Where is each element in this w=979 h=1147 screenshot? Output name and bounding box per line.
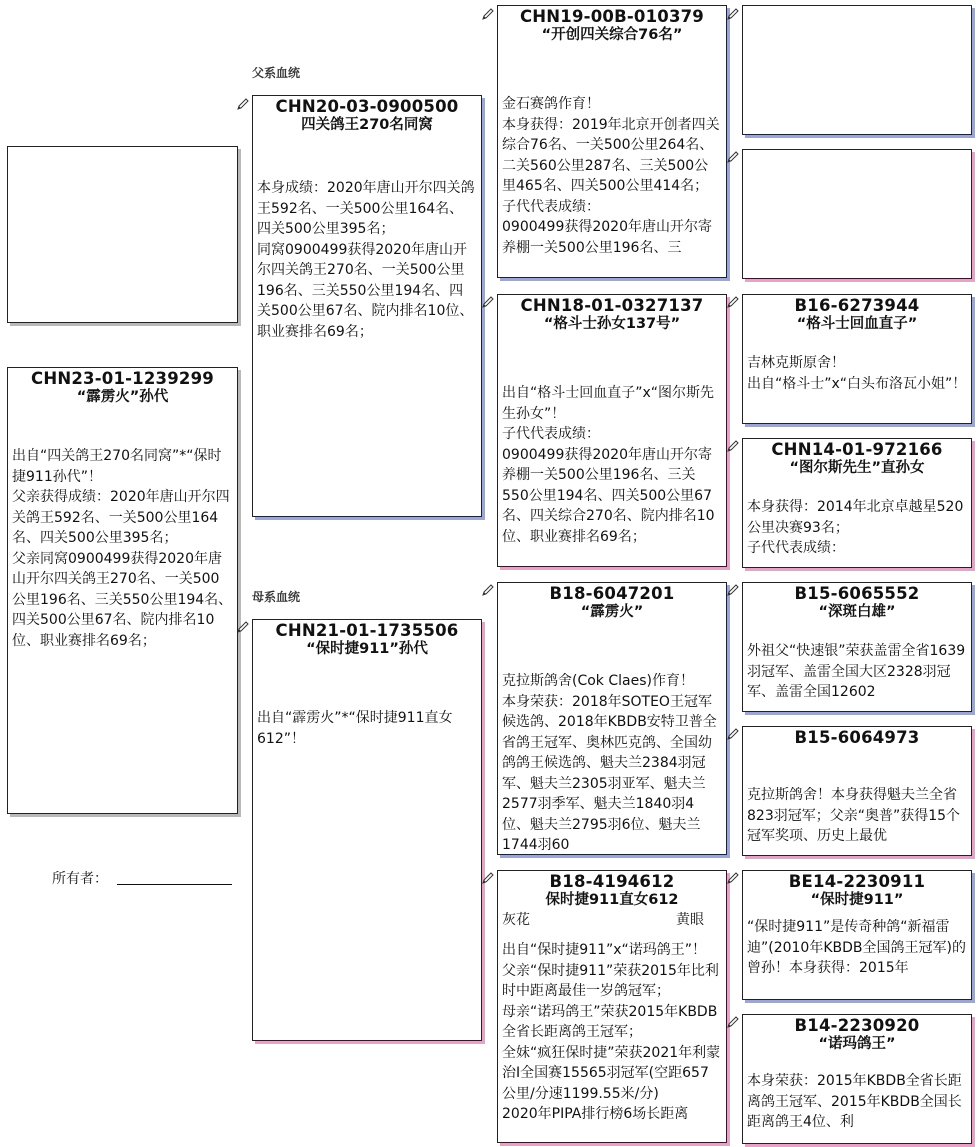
ring-number: CHN14-01-972166 <box>771 440 943 459</box>
ring-number: B18-6047201 <box>549 584 675 603</box>
pigeon-description: 金石赛鸽作育！ 本身获得：2019年北京开创者四关综合76名、一关500公里264名、二关560公里287名、三关500公里465名、四关500公里414名； 子代代表成绩： 0900499获得2020年唐山开尔寄养棚一关500公里196名、三 <box>502 96 720 256</box>
ring-number <box>743 6 971 7</box>
dsd-card[interactable] <box>742 726 972 856</box>
ring-number: B15-6065552 <box>794 584 920 603</box>
edit-pencil-icon[interactable] <box>726 7 740 21</box>
edit-pencil-icon[interactable] <box>726 439 740 453</box>
feather-color: 灰花 <box>502 912 530 928</box>
sire-sire-card[interactable] <box>497 5 727 278</box>
ring-number: CHN21-01-1735506 <box>275 621 459 640</box>
ring-number: B18-4194612 <box>549 872 675 891</box>
pigeon-description: 克拉斯鸽舍(Cok Claes)作育！ 本身荣获：2018年SOTEO王冠军候选鸽、2018年KBDB安特卫普全省鸽王冠军、奥林匹克鸽、全国幼鸽鸽王候选鸽、魁夫兰2384羽冠军、魁夫兰2305羽亚军、魁夫兰2577羽季军、魁夫兰1840羽4位、魁夫兰2795羽6位、魁夫兰1744羽60 <box>502 673 717 853</box>
pigeon-description: 外祖父“快速银”荣获盖雷全省1639羽冠军、盖雷全国大区2328羽冠军、盖雷全国12602 <box>747 643 966 700</box>
ring-number: BE14-2230911 <box>788 872 926 891</box>
ring-number <box>743 150 971 151</box>
pigeon-name: 四关鸽王270名同窝 <box>301 117 433 133</box>
maternal-label: 母系血统 <box>252 590 301 604</box>
ring-number: B15-6064973 <box>794 728 920 747</box>
edit-pencil-icon[interactable] <box>726 150 740 164</box>
ssd-card[interactable] <box>742 149 972 279</box>
pigeon-name: “图尔斯先生”直孙女 <box>789 460 925 476</box>
sss-card[interactable] <box>742 5 972 135</box>
pigeon-description: 本身成绩：2020年唐山开尔四关鸽王592名、一关500公里164名、四关500公里395名； 同窝0900499获得2020年唐山开尔四关鸽王270名、一关500公里196名、三关550公里194名、四关500公里67名、院内排名10位、职业赛排名69名； <box>257 180 475 340</box>
photo-placeholder <box>7 146 238 323</box>
sdd-card[interactable] <box>742 438 972 568</box>
pigeon-name: “诺玛鸽王” <box>818 1036 896 1052</box>
edit-pencil-icon[interactable] <box>481 7 495 21</box>
dds-card[interactable] <box>742 870 972 1000</box>
pigeon-name: “格斗士孙女137号” <box>543 316 681 332</box>
pigeon-name: “霹雳火” <box>580 604 644 620</box>
pigeon-description: “保时捷911”是传奇种鸽“新福雷迪”(2010年KBDB全国鸽王冠军)的曾孙！本身获得：2015年 <box>747 919 966 976</box>
edit-pencil-icon[interactable] <box>236 620 250 634</box>
owner-label: 所有者： <box>52 871 108 887</box>
edit-pencil-icon[interactable] <box>726 583 740 597</box>
pigeon-name: “保时捷911” <box>810 892 904 908</box>
ddd-card[interactable] <box>742 1014 972 1144</box>
edit-pencil-icon[interactable] <box>481 871 495 885</box>
edit-pencil-icon[interactable] <box>481 583 495 597</box>
pigeon-description: 克拉斯鸽舍！本身获得魁夫兰全省823羽冠军；父亲“奥普”获得15个冠军奖项、历史上最优 <box>747 787 961 844</box>
subject-card[interactable] <box>7 367 238 814</box>
pigeon-description: 出自“霹雳火”*“保时捷911直女612”！ <box>257 710 453 747</box>
edit-pencil-icon[interactable] <box>481 295 495 309</box>
owner-signature-line[interactable] <box>117 884 232 885</box>
eye-type: 黄眼 <box>676 912 704 928</box>
dam-dam-card[interactable] <box>497 870 727 1143</box>
pigeon-name: “深斑白雄” <box>818 604 896 620</box>
ring-number: CHN23-01-1239299 <box>31 369 214 388</box>
pigeon-description: 出自“格斗士回血直子”x“图尔斯先生孙女”！ 子代代表成绩： 0900499获得2020年唐山开尔寄养棚一关500公里196名、三关550公里194名、四关500公里67名、四关综合270名、院内排名10位、职业赛排名69名； <box>502 385 715 545</box>
pigeon-description: 本身获得：2014年北京卓越星520公里决赛93名； 子代代表成绩： <box>747 499 964 556</box>
paternal-label: 父系血统 <box>252 66 301 80</box>
dam-sire-card[interactable] <box>497 582 727 855</box>
dam-card[interactable] <box>252 619 482 1041</box>
dss-card[interactable] <box>742 582 972 712</box>
pigeon-name: “保时捷911”孙代 <box>306 641 428 657</box>
pigeon-description: 本身荣获：2015年KBDB全省长距离鸽王冠军、2015年KBDB全国长距离鸽王4位、利 <box>747 1073 962 1130</box>
pigeon-name: 保时捷911直女612 <box>545 892 679 908</box>
sds-card[interactable] <box>742 294 972 424</box>
edit-pencil-icon[interactable] <box>726 1015 740 1029</box>
edit-pencil-icon[interactable] <box>726 727 740 741</box>
pigeon-name: “开创四关综合76名” <box>541 27 683 43</box>
pigeon-name: “霹雳火”孙代 <box>76 389 169 405</box>
edit-pencil-icon[interactable] <box>236 97 250 111</box>
pigeon-name: “格斗士回血直子” <box>796 316 918 332</box>
sire-dam-card[interactable] <box>497 294 727 567</box>
pigeon-description: 出自“四关鸽王270名同窝”*“保时捷911孙代”！ 父亲获得成绩：2020年唐山开尔四关鸽王592名、一关500公里164名、四关500公里395名； 父亲同窝0900499获得2020年唐山开尔四关鸽王270名、一关500公里196名、三关550公里194名、四关500公里67名、院内排名10位、职业赛排名69名； <box>12 448 233 649</box>
ring-number: B14-2230920 <box>794 1016 920 1035</box>
ring-number: B16-6273944 <box>794 296 920 315</box>
pigeon-description: 吉林克斯原舍！ 出自“格斗士”x“白头布洛瓦小姐”！ <box>747 355 967 392</box>
edit-pencil-icon[interactable] <box>726 871 740 885</box>
ring-number: CHN19-00B-010379 <box>519 7 704 26</box>
ring-number: CHN20-03-0900500 <box>275 97 459 116</box>
pigeon-description: 出自“保时捷911”x“诺玛鸽王”！ 父亲“保时捷911”荣获2015年比利时中距离最佳一岁鸽冠军； 母亲“诺玛鸽王”荣获2015年KBDB全省长距离鸽王冠军； 全妹“疯狂保时捷”荣获2021年利蒙治I全国赛15565羽冠军(空距657公里/分速1199.55米/分) 2020年PIPA排行榜6场长距离 <box>502 942 721 1122</box>
edit-pencil-icon[interactable] <box>726 295 740 309</box>
sire-card[interactable] <box>252 95 482 517</box>
ring-number: CHN18-01-0327137 <box>520 296 704 315</box>
